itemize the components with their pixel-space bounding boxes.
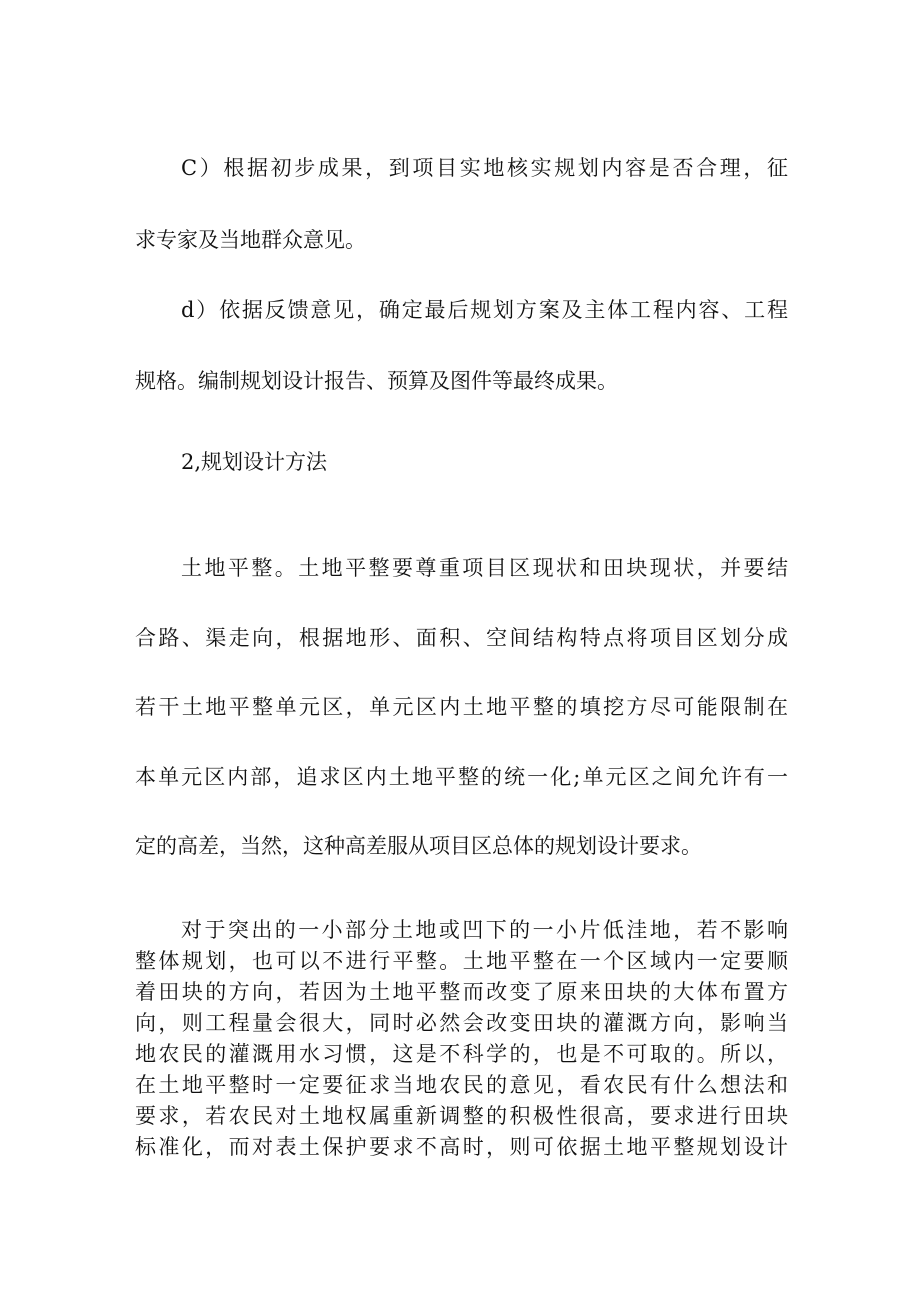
paragraph-land-levelling-line-5: 定的高差，当然，这种高差服从项目区总体的规划设计要求。 (135, 834, 702, 858)
paragraph-depressions-line-3: 着田块的方向，若因为土地平整而改变了原来田块的大体布置方 (135, 980, 788, 1004)
paragraph-c-line-2: 求专家及当地群众意见。 (135, 228, 366, 252)
paragraph-depressions-line-2: 整体规划，也可以不进行平整。土地平整在一个区域内一定要顺 (135, 949, 788, 973)
paragraph-d-line-2: 规格。编制规划设计报告、预算及图件等最终成果。 (135, 369, 618, 393)
paragraph-depressions (135, 915, 788, 1163)
paragraph-land-levelling-line-4: 本单元区内部，追求区内土地平整的统一化;单元区之间允许有一 (135, 765, 788, 789)
paragraph-depressions-line-4: 向，则工程量会很大，同时必然会改变田块的灌溉方向，影响当 (135, 1011, 788, 1035)
paragraph-depressions-line-5: 地农民的灌溉用水习惯，这是不科学的，也是不可取的。所以， (135, 1042, 788, 1066)
paragraph-depressions-line-6: 在土地平整时一定要征求当地农民的意见，看农民有什么想法和 (135, 1073, 788, 1097)
paragraph-land-levelling-line-1: 土地平整。土地平整要尊重项目区现状和田块现状，并要结 (181, 556, 788, 580)
paragraph-land-levelling-line-2: 合路、渠走向，根据地形、面积、空间结构特点将项目区划分成 (135, 626, 788, 650)
paragraph-depressions-line-1: 对于突出的一小部分土地或凹下的一小片低洼地，若不影响 (181, 918, 788, 942)
paragraph-d-line-1: d）依据反馈意见，确定最后规划方案及主体工程内容、工程 (181, 298, 788, 322)
paragraph-depressions-line-7: 要求，若农民对土地权属重新调整的积极性很高，要求进行田块 (135, 1104, 788, 1128)
paragraph-land-levelling-line-3: 若干土地平整单元区，单元区内土地平整的填挖方尽可能限制在 (135, 695, 788, 719)
section-heading: 2,规划设计方法 (181, 450, 328, 474)
paragraph-depressions-line-8: 标准化，而对表土保护要求不高时，则可依据土地平整规划设计 (135, 1135, 788, 1159)
paragraph-c-line-1: C）根据初步成果，到项目实地核实规划内容是否合理，征 (181, 156, 788, 180)
